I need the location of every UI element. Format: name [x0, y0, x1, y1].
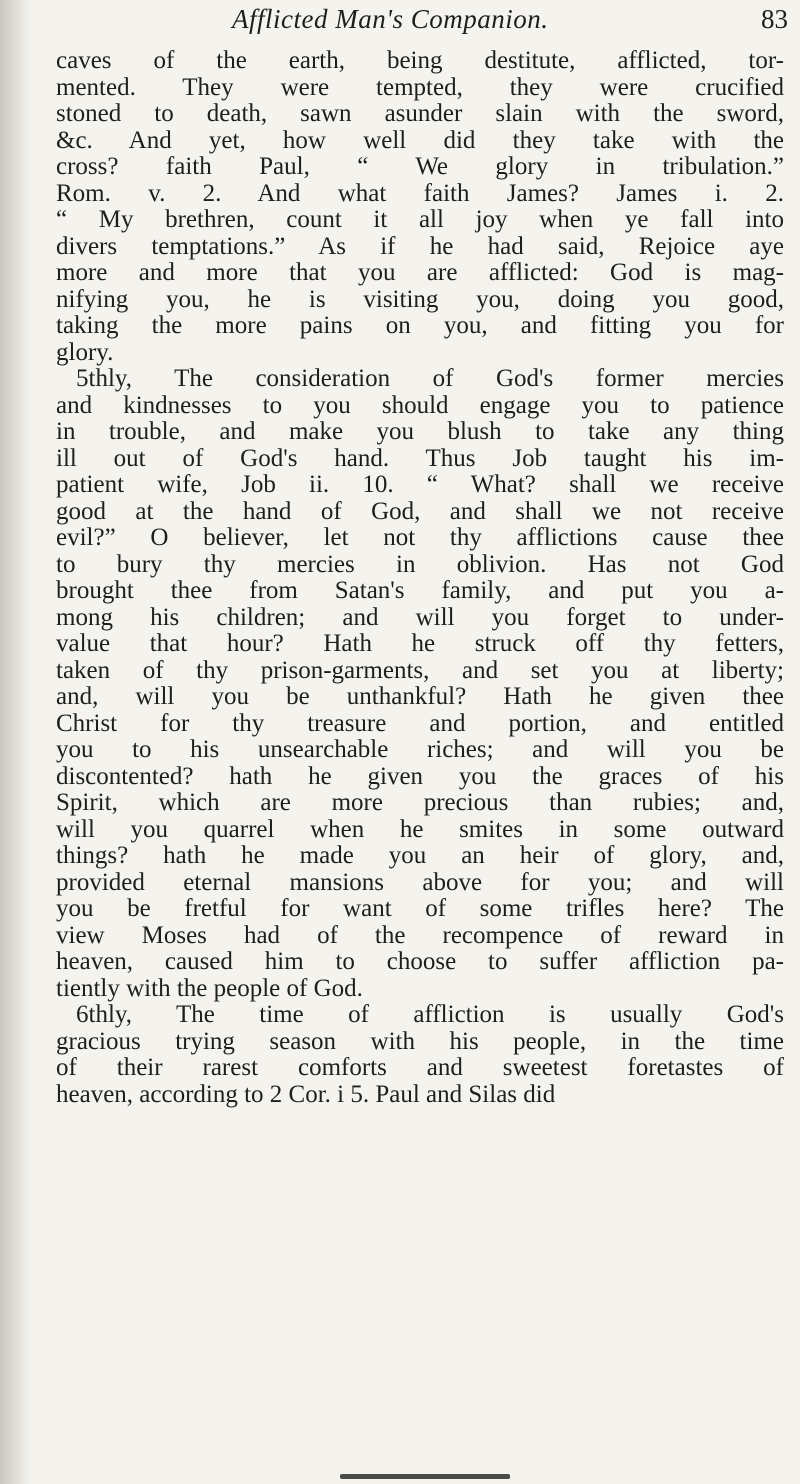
body-text	[56, 48, 784, 1108]
text-line: provided eternal mansions above for you; and will	[56, 869, 784, 896]
text-line: stoned to death, sawn asunder slain with the sword,	[56, 101, 784, 127]
text-line: ill out of God's hand. Thus Job taught his im-	[56, 445, 784, 472]
text-line: divers temptations.” As if he had said, Rejoice aye	[56, 233, 784, 260]
text-line: and, will you be unthankful? Hath he given thee	[56, 684, 784, 710]
text-line: mong his children; and will you forget to under-	[56, 604, 784, 631]
text-line: taking the more pains on you, and fitting you for	[56, 313, 784, 339]
text-line: more and more that you are afflicted: God is mag-	[56, 260, 784, 286]
text-line: and kindnesses to you should engage you to patience	[56, 392, 784, 419]
text-line: cross? faith Paul, “ We glory in tribulation.”	[56, 154, 784, 180]
text-line: good at the hand of God, and shall we not receive	[56, 498, 784, 525]
text-line: nifying you, he is visiting you, doing you good,	[56, 286, 784, 313]
text-line: glory.	[56, 339, 114, 366]
text-line: to bury thy mercies in oblivion. Has not God	[56, 551, 784, 578]
text-line: “ My brethren, count it all joy when ye fall into	[56, 207, 784, 233]
text-line: caves of the earth, being destitute, afflicted, tor-	[56, 48, 784, 74]
text-line: Spirit, which are more precious than rubies; and,	[56, 790, 784, 816]
text-line: heaven, caused him to choose to suffer affliction pa-	[56, 949, 784, 975]
text-line: value that hour? Hath he struck off thy fetters,	[56, 631, 784, 657]
text-line: mented. They were tempted, they were crucified	[56, 74, 784, 101]
page-number: 83	[761, 4, 788, 34]
text-line: &c. And yet, how well did they take with the	[56, 127, 784, 154]
text-line: gracious trying season with his people, in the time	[56, 1028, 784, 1055]
text-line: you to his unsearchable riches; and will you be	[56, 737, 784, 763]
text-line: Rom. v. 2. And what faith James? James i. 2.	[56, 180, 784, 207]
text-line: patient wife, Job ii. 10. “ What? shall we receive	[56, 472, 784, 498]
binding-gutter	[0, 0, 30, 1484]
text-line: things? hath he made you an heir of glory, and,	[56, 843, 784, 869]
page-header	[0, 0, 800, 44]
text-line: will you quarrel when he smites in some outward	[56, 816, 784, 843]
running-head: Afflicted Man's Companion.	[232, 4, 549, 34]
text-line: tiently with the people of God.	[56, 975, 363, 1002]
text-line: you be fretful for want of some trifles here? The	[56, 896, 784, 922]
text-line: taken of thy prison-garments, and set you at liberty;	[56, 657, 784, 684]
text-line: 6thly, The time of affliction is usually God's	[76, 1002, 784, 1028]
text-line: Christ for thy treasure and portion, and entitled	[56, 710, 784, 737]
text-line: discontented? hath he given you the graces of his	[56, 763, 784, 790]
text-line: of their rarest comforts and sweetest foretastes of	[56, 1055, 784, 1081]
text-line: 5thly, The consideration of God's former mercies	[76, 366, 784, 392]
text-line: view Moses had of the recompence of reward in	[56, 922, 784, 949]
text-line: evil?” O believer, let not thy afflictions cause thee	[56, 525, 784, 551]
text-line: heaven, according to 2 Cor. i 5. Paul and Silas did	[56, 1081, 556, 1108]
text-line: in trouble, and make you blush to take any thing	[56, 419, 784, 445]
footer-rule	[340, 1474, 510, 1479]
text-line: brought thee from Satan's family, and put you a-	[56, 578, 784, 604]
